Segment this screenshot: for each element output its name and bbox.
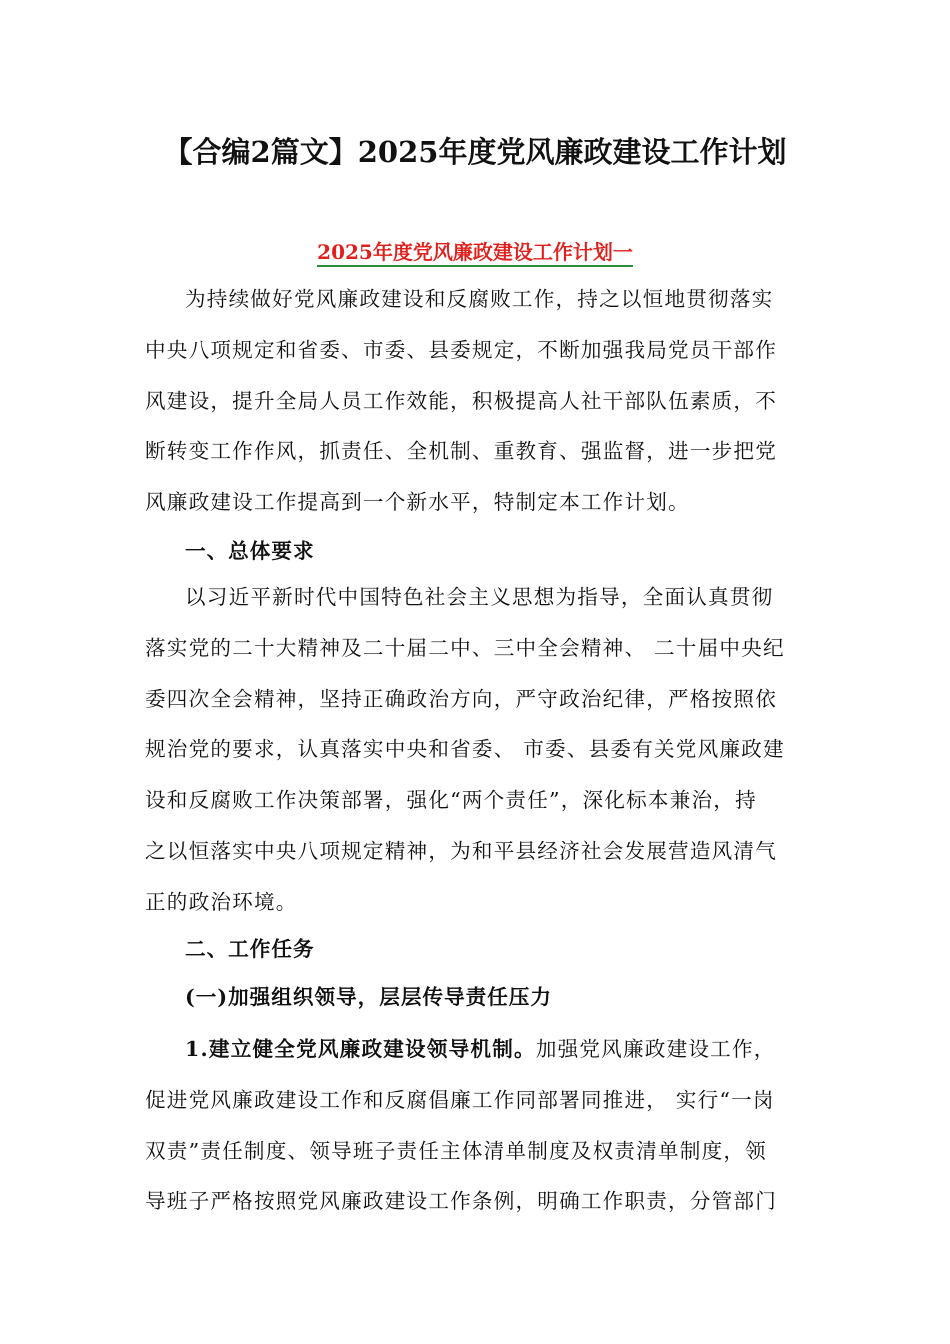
- subsection-heading: (一)加强组织领导，层层传导责任压力: [185, 985, 552, 1009]
- document-title: 【合编2篇文】2025年度党风廉政建设工作计划: [163, 135, 787, 169]
- item1-bold-lead: 1.建立健全党风廉政建设领导机制。: [185, 1037, 536, 1061]
- item1-lead-rest: 加强党风廉政建设工作，: [535, 1037, 776, 1061]
- paragraph-line: 规治党的要求，认真落实中央和省委、 市委、县委有关党风廉政建: [145, 737, 785, 762]
- section-heading-tasks: 二、工作任务: [185, 937, 315, 961]
- paragraph-line: 落实党的二十大精神及二十届二中、三中全会精神、 二十届中央纪: [145, 635, 785, 660]
- paragraph-line: 双责”责任制度、领导班子责任主体清单制度及权责清单制度，领: [145, 1138, 767, 1163]
- paragraph-line: 之以恒落实中央八项规定精神，为和平县经济社会发展营造风清气: [145, 838, 778, 863]
- paragraph-line: 设和反腐败工作决策部署，强化“两个责任”，深化标本兼治，持: [145, 788, 757, 813]
- paragraph-line: 为持续做好党风廉政建设和反腐败工作，持之以恒地贯彻落实: [185, 287, 774, 311]
- item1-paragraph: [145, 1024, 805, 1227]
- paragraph-line: 正的政治环境。: [145, 889, 298, 914]
- intro-paragraph: [145, 274, 805, 528]
- paragraph-line: 委四次全会精神，坚持正确政治方向，严守政治纪律，严格按照依: [145, 686, 778, 711]
- section1-paragraph: [145, 572, 805, 928]
- paragraph-line: [145, 1024, 805, 1075]
- subtitle-text: 2025年度党风廉政建设工作计划一: [317, 240, 633, 267]
- paragraph-line: 风建设，提升全局人员工作效能，积极提高人社干部队伍素质，不: [145, 388, 778, 413]
- section-heading-overall: 一、总体要求: [185, 539, 315, 563]
- paragraph-line: 风廉政建设工作提高到一个新水平，特制定本工作计划。: [145, 490, 690, 515]
- document-subtitle: [0, 234, 950, 270]
- paragraph-line: 中央八项规定和省委、市委、县委规定，不断加强我局党员干部作: [145, 337, 778, 362]
- paragraph-line: 导班子严格按照党风廉政建设工作条例，明确工作职责，分管部门: [145, 1189, 778, 1214]
- paragraph-line: 促进党风廉政建设工作和反腐倡廉工作同部署同推进， 实行“一岗: [145, 1087, 775, 1112]
- paragraph-line: 以习近平新时代中国特色社会主义思想为指导，全面认真贯彻: [185, 585, 774, 609]
- paragraph-line: 断转变工作作风，抓责任、全机制、重教育、强监督，进一步把党: [145, 439, 778, 464]
